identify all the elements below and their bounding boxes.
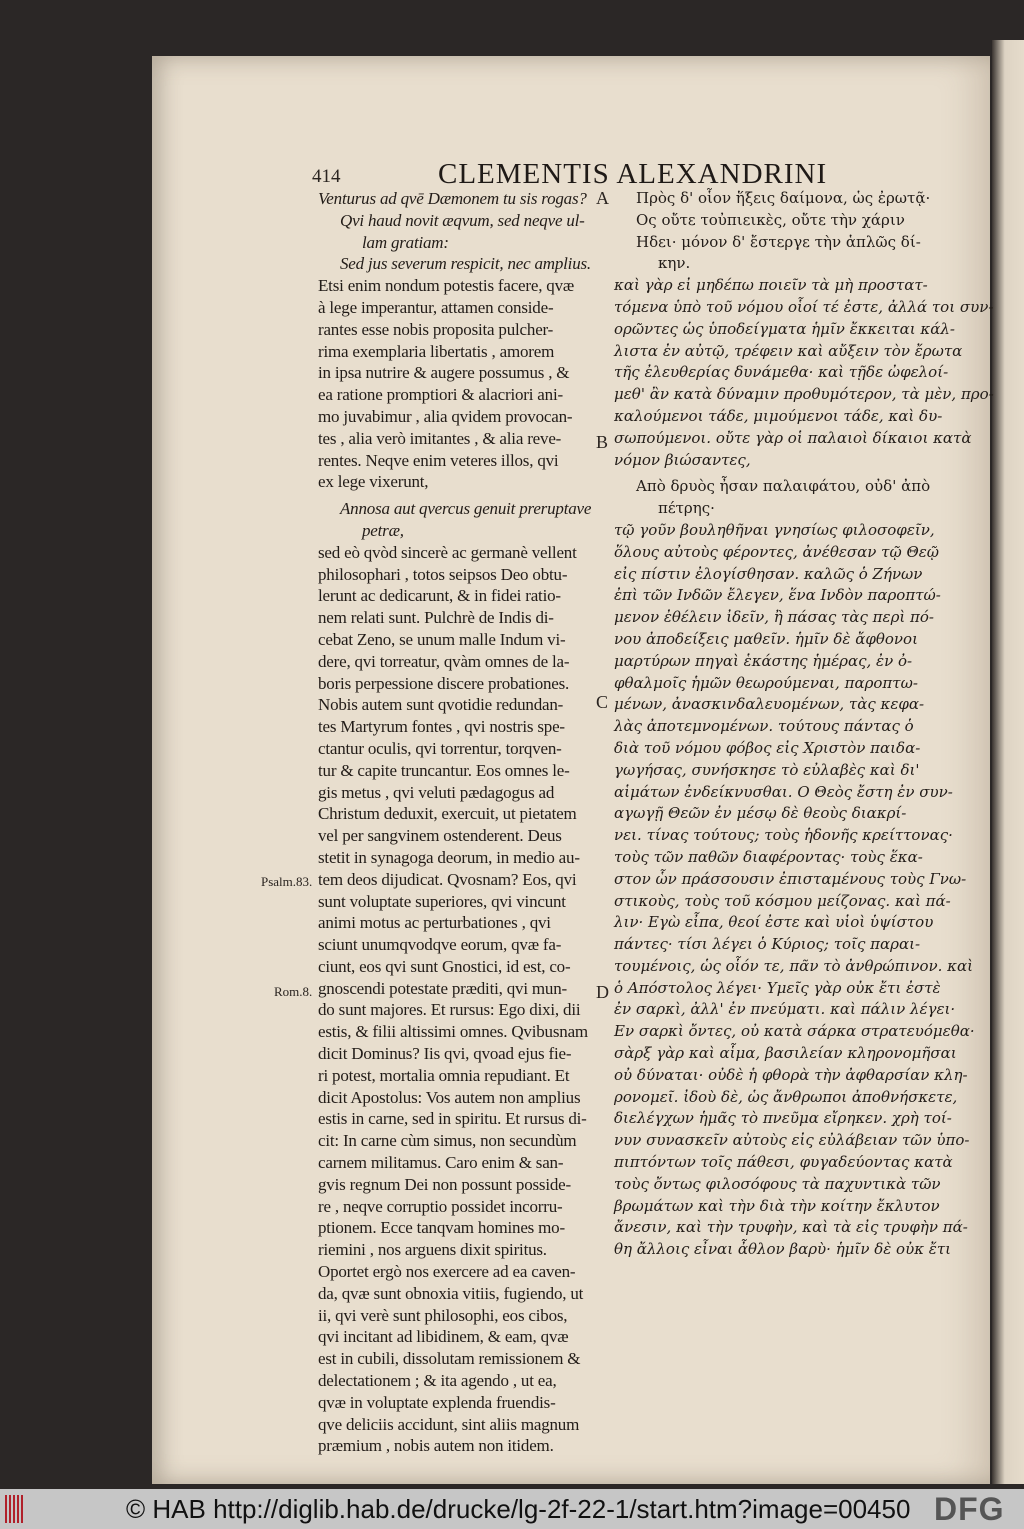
text-line: καλούμενοι τάδε, μιμούμενοι τάδε, καὶ δυ- <box>614 406 943 425</box>
text-line: cit: In carne cùm simus, non secundùm <box>318 1131 577 1151</box>
greek-paragraph-2 <box>614 520 994 1261</box>
text-line: νει. τίνας τούτους; τοὺς ἡδονῆς κρείττονας· <box>614 826 953 845</box>
text-line: dicit Dominus? Iis qvi, qvoad ejus fie- <box>318 1044 572 1064</box>
text-line: delectationem ; & ita agendo , ut ea, <box>318 1371 557 1391</box>
margin-note-rom: Rom.8. <box>274 984 313 999</box>
latin-paragraph-2 <box>318 542 591 1457</box>
text-line: in ipsa nutrire & augere possumus , & <box>318 363 570 383</box>
text-line: sciunt unumqvodqve eorum, qvæ fa- <box>318 935 562 955</box>
section-letter-d: D <box>596 982 609 1002</box>
text-line: Ος οὔτε τοὐπιεικὲς, οὔτε τὴν χάριν <box>636 210 905 229</box>
text-line: οὐ δύναται· οὐδὲ ἡ φθορὰ τὴν ἀφθαρσίαν κλη- <box>614 1065 968 1084</box>
text-line: rima exemplaria libertatis , amorem <box>318 341 555 361</box>
text-line: νόμον βιώσαντες, <box>614 450 751 469</box>
text-line: à lege imperantur, attamen conside- <box>318 297 554 317</box>
text-line: ctantur oculis, qvi torrentur, torqven- <box>318 738 562 758</box>
text-line: Ηδει· μόνον δ' ἔστεργε τὴν ἁπλῶς δί- <box>636 232 921 251</box>
text-line: καὶ γὰρ εἰ μηδέπω ποιεῖν τὰ μὴ προστατ- <box>614 276 928 295</box>
text-line: διὰ τοῦ νόμου φόβος εἰς Χριστὸν παιδα- <box>614 738 921 757</box>
text-line: dere, qvi torreatur, qvàm omnes de la- <box>318 651 570 671</box>
text-line: tes , alia verò imitantes , & alia reve- <box>318 428 562 448</box>
text-line: estis in carne, sed in spiritu. Et rursus di- <box>318 1109 587 1129</box>
text-line: lam gratiam: <box>362 232 449 252</box>
text-line: ptionem. Ecce tanqvam homines mo- <box>318 1218 565 1238</box>
text-line: ἄνεσιν, καὶ τὴν τρυφὴν, καὶ τὰ εἰς τρυφὴν πά- <box>614 1218 968 1237</box>
text-line: lerunt ac dedicarunt, & in fidei ratio- <box>318 586 561 606</box>
text-line: λιν· Εγὼ εἶπα, θεοί ἐστε καὶ υἱοὶ ὑψίστου <box>614 913 934 932</box>
text-line: gis metus , qvi veluti pædagogus ad <box>318 782 555 802</box>
text-line: σὰρξ γὰρ καὶ αἷμα, βασιλείαν κληρονομῆσαι <box>614 1044 957 1063</box>
text-line: πάντες· τίσι λέγει ὁ Κύριος; τοῖς παραι- <box>614 935 921 954</box>
text-line: Απὸ δρυὸς ἦσαν παλαιφάτου, οὐδ' ἀπὸ <box>636 477 931 496</box>
margin-note-psalm: Psalm.83. <box>261 874 313 889</box>
text-line: vel per sangvinem ostenderent. Deus <box>318 826 562 846</box>
text-line: Annosa aut qvercus genuit preruptave <box>340 499 592 519</box>
text-line: νου ἀποδείξεις μαθεῖν. ἡμῖν δὲ ἄφθονοι <box>614 629 918 648</box>
text-line: τουμένοις, ὡς οἷόν τε, πᾶν τὸ ἀνθρώπινον. καὶ <box>614 956 974 975</box>
text-line: φθαλμοῖς ἡμῶν θεωρούμεναι, παροπτω- <box>614 673 918 692</box>
text-line: διελέγχων ἡμᾶς τὸ πνεῦμα εἴρηκεν. χρὴ τοί- <box>614 1109 952 1128</box>
text-line: nem relati sunt. Pulchrè de Indis di- <box>318 608 554 628</box>
text-line: rantes esse nobis proposita pulcher- <box>318 319 554 339</box>
text-line: τοὺς τῶν παθῶν διαφέροντας· τοὺς ἕκα- <box>614 847 923 866</box>
text-line: τῆς ἐλευθερίας δυνάμεθα· καὶ τῇδε ὠφελοί- <box>614 363 949 382</box>
text-line: tem deos dijudicat. Qvosnam? Eos, qvi <box>318 869 577 889</box>
text-line: σωπούμενοι. οὔτε γὰρ οἱ παλαιοὶ δίκαιοι κατὰ <box>614 428 972 447</box>
text-line: re , neqve corruptio possidet incorru- <box>318 1196 563 1216</box>
text-line: στικοὺς, τοὺς τοῦ κόσμου μείζονας. καὶ πά- <box>614 891 951 910</box>
text-line: κην. <box>658 254 691 273</box>
text-line: ἐν σαρκὶ, ἀλλ' ἐν πνεύματι. καὶ πάλιν λέγει· <box>614 1000 956 1019</box>
text-line: qve deliciis accidunt, sint aliis magnum <box>318 1414 580 1434</box>
text-line: πέτρης· <box>658 499 715 518</box>
text-line: Venturus ad qvē Dæmonem tu sis rogas? <box>318 189 587 208</box>
text-line: στον ὧν πράσσουσιν ἐπισταμένους τοὺς Γνω- <box>614 869 967 888</box>
text-line: μεθ' ἂν κατὰ δύναμιν προθυμότερον, τὰ μὲν, προ- <box>614 385 994 404</box>
text-line: ρονομεῖ. ἰδοὺ δὲ, ὡς ἄνθρωποι ἀποθνήσκετε, <box>614 1087 958 1106</box>
text-line: ciunt, eos qvi sunt Gnostici, id est, co- <box>318 956 571 976</box>
text-line: μένων, ἀνασκινδαλευομένων, τὰς κεφα- <box>614 695 925 714</box>
text-line: qvi incitant ad libidinem, & eam, qvæ <box>318 1327 569 1347</box>
text-line: ορῶντες ὡς ὑποδείγματα ἡμῖν ἔκκειται κάλ- <box>614 319 955 338</box>
text-line: ὁ Απόστολος λέγει· Υμεῖς γὰρ οὐκ ἔτι ἐστὲ <box>614 978 941 997</box>
text-line: est in cubili, dissolutam remissionem & <box>318 1349 581 1369</box>
greek-verse-2 <box>614 476 994 520</box>
latin-paragraph-1 <box>318 275 591 493</box>
text-line: λιστα ἐν αὐτῷ, τρέφειν καὶ αὔξειν τὸν ἔρωτα <box>614 341 963 360</box>
text-line: petræ, <box>362 520 404 540</box>
section-letter-a: A <box>596 188 609 208</box>
latin-verse-1 <box>318 188 591 275</box>
text-line: τόμενα ὑπὸ τοῦ νόμου οἷοί τέ ἐστε, ἀλλά τοι συν- <box>614 297 994 316</box>
text-line: ri potest, mortalia omnia repudiant. Et <box>318 1065 570 1085</box>
text-line: sunt voluptate superiores, qvi vincunt <box>318 891 566 911</box>
text-line: Christum deduxit, exercuit, ut pietatem <box>318 804 577 824</box>
text-line: riemini , nos arguens dixit spiritus. <box>318 1240 547 1260</box>
text-line: ὅλους αὐτοὺς φέροντες, ἀνέθεσαν τῷ Θεῷ <box>614 542 940 561</box>
text-line: stetit in synagoga deorum, in medio au- <box>318 847 580 867</box>
text-line: Εν σαρκὶ ὄντες, οὐ κατὰ σάρκα στρατευόμεθα· <box>614 1022 975 1041</box>
text-line: gvis regnum Dei non possunt posside- <box>318 1174 571 1194</box>
text-line: do sunt majores. Et rursus: Ego dixi, dii <box>318 1000 581 1020</box>
text-line: ea ratione promptiori & alacriori ani- <box>318 385 563 405</box>
text-line: αἱμάτων ἐνδείκνυσθαι. Ο Θεὸς ἔστη ἐν συν- <box>614 782 953 801</box>
dfg-logo: DFG <box>934 1491 1005 1527</box>
latin-verse-2 <box>318 498 591 542</box>
text-line: philosophari , totos seipsos Deo obtu- <box>318 564 568 584</box>
copyright-link[interactable]: © HAB http://diglib.hab.de/drucke/lg-2f-22-1/start.htm?image=00450 <box>126 1494 911 1524</box>
text-line: νυν συνασκεῖν αὐτοὺς εἰς εὐλάβειαν τῶν ὑπο- <box>614 1131 970 1150</box>
text-line: ex lege vixerunt, <box>318 472 429 492</box>
greek-column <box>614 188 994 1261</box>
text-line: carnem militamus. Caro enim & san- <box>318 1153 564 1173</box>
greek-paragraph-1 <box>614 275 994 471</box>
text-line: qvæ in voluptate explenda fruendis- <box>318 1392 556 1412</box>
text-line: tes Martyrum fontes , qvi nostris spe- <box>318 717 565 737</box>
text-line: αγωγῇ Θεῶν ἐν μέσῳ δὲ θεοὺς διακρί- <box>614 804 907 823</box>
text-line: Sed jus severum respicit, nec amplius. <box>340 254 591 274</box>
greek-verse-1 <box>614 188 994 275</box>
text-line: estis, & filii altissimi omnes. Qvibusnam <box>318 1022 588 1042</box>
text-line: tur & capite truncantur. Eos omnes le- <box>318 760 570 780</box>
text-line: Nobis autem sunt qvotidie redundan- <box>318 695 564 715</box>
next-page-edge <box>992 40 1024 1484</box>
footer-bar <box>0 1489 1024 1529</box>
text-line: γωγήσας, συνήσκησε τὸ εὐλαβὲς καὶ δι' <box>614 760 920 779</box>
latin-column <box>318 188 591 1457</box>
text-line: ἐπὶ τῶν Ινδῶν ἔλεγεν, ἕνα Ινδὸν παροπτώ- <box>614 586 941 605</box>
text-line: dicit Apostolus: Vos autem non amplius <box>318 1087 581 1107</box>
text-line: μενον ἐθέλειν ἰδεῖν, ἢ πάσας τὰς περὶ πό- <box>614 608 934 627</box>
text-line: εἰς πίστιν ἐλογίσθησαν. καλῶς ὁ Ζήνων <box>614 564 923 583</box>
text-line: boris perpessione discere probationes. <box>318 673 570 693</box>
text-line: sed eò qvòd sincerè ac germanè vellent <box>318 542 577 562</box>
section-letter-b: B <box>596 432 609 452</box>
hab-logo-icon <box>5 1495 25 1523</box>
text-line: Qvi haud novit æqvum, sed neqve ul- <box>340 210 585 230</box>
text-line: gnoscendi potestate præditi, qvi mun- <box>318 978 567 998</box>
text-line: πιπτόντων τοῖς πάθεσι, φυγαδεύοντας κατὰ <box>614 1153 953 1172</box>
text-line: θη ἄλλοις εἶναι ἆθλον βαρὺ· ἡμῖν δὲ οὐκ ἔτι <box>614 1240 952 1259</box>
text-line: λὰς ἀποτεμνομένων. τούτους πάντας ὁ <box>614 717 914 736</box>
text-line: μαρτύρων πηγαὶ ἑκάστης ἡμέρας, ἐν ὀ- <box>614 651 913 670</box>
text-line: τοὺς ὄντως φιλοσόφους τὰ παχυντικὰ τῶν <box>614 1174 941 1193</box>
text-line: Πρὸς δ' οἷον ἥξεις δαίμονα, ὡς ἐρωτᾷ· <box>636 189 931 207</box>
text-line: da, qvæ sunt obnoxia vitiis, fugiendo, ut <box>318 1283 584 1303</box>
page-number: 414 <box>312 166 341 187</box>
running-title: CLEMENTIS ALEXANDRINI <box>438 158 828 190</box>
text-line: mo juvabimur , alia qvidem provocan- <box>318 406 573 426</box>
text-line: cebat Zeno, se unum malle Indum vi- <box>318 629 566 649</box>
text-line: Etsi enim nondum potestis facere, qvæ <box>318 276 575 296</box>
text-line: rentes. Neqve enim veteres illos, qvi <box>318 450 559 470</box>
text-line: Oportet ergò nos exercere ad ea caven- <box>318 1262 576 1282</box>
text-line: animi motus ac perturbationes , qvi <box>318 913 551 933</box>
text-line: τῷ γοῦν βουληθῆναι γνησίως φιλοσοφεῖν, <box>614 520 935 539</box>
text-line: βρωμάτων καὶ τὴν διὰ τὴν κοίτην ἔκλυτον <box>614 1196 940 1215</box>
text-line: ii, qvi verè sunt philosophi, eos cibos, <box>318 1305 568 1325</box>
section-letter-c: C <box>596 692 609 712</box>
text-line: præmium , nobis autem non itidem. <box>318 1436 554 1456</box>
